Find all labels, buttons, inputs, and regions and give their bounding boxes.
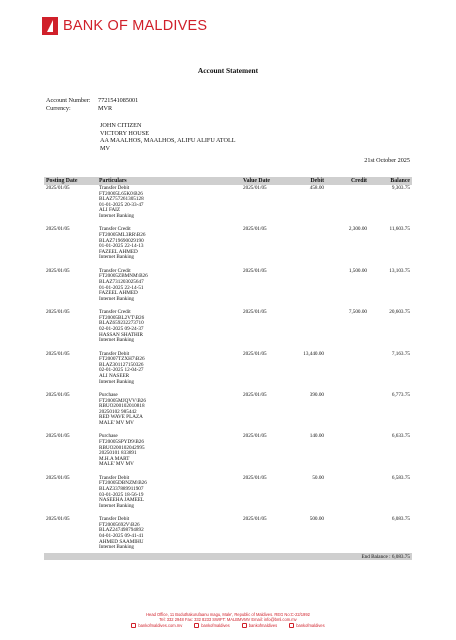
particulars — [99, 186, 144, 220]
particulars-line: Transfer Credit — [99, 309, 131, 316]
value-date: 2025/01/05 — [243, 350, 267, 357]
address-line: AA MAALHOS, MAALHOS, ALIFU ALIFU ATOLL — [100, 137, 236, 145]
particulars-line: BLAZ659232273710 — [99, 320, 144, 327]
particulars-line: ALI FAIZ — [99, 207, 121, 214]
particulars-line: 02-01-2025 12-04-27 — [99, 367, 144, 374]
value-date: 2025/01/05 — [243, 226, 267, 233]
particulars — [99, 434, 145, 468]
particulars-line: FT20005ZBMNM\B26 — [99, 273, 148, 280]
header-value-date: Value Date — [243, 178, 270, 184]
posting-date: 2025/01/05 — [46, 391, 70, 398]
particulars-line: Internet Banking — [99, 378, 135, 385]
posting-date: 2025/01/05 — [46, 267, 70, 274]
statement-date: 21st October 2025 — [364, 157, 410, 164]
end-balance-bar — [44, 553, 412, 560]
bank-name: BANK OF MALDIVES — [63, 18, 208, 34]
particulars-line: RBUO200102010818 — [99, 403, 145, 410]
debit-amount: 390.00 — [309, 391, 324, 398]
particulars-line: 20250102 985442 — [99, 408, 137, 415]
particulars-line: Purchase — [99, 433, 118, 440]
value-date: 2025/01/05 — [243, 433, 267, 440]
table-row — [44, 516, 412, 557]
address-line: MV — [100, 145, 110, 153]
value-date: 2025/01/05 — [243, 474, 267, 481]
account-number-line — [46, 97, 138, 104]
end-balance: End Balance : 6,083.75 — [361, 553, 410, 560]
table-row — [44, 392, 412, 433]
posting-date: 2025/01/05 — [46, 350, 70, 357]
bank-logo — [42, 17, 207, 35]
table-row — [44, 309, 412, 350]
footer-twitter[interactable]: bankofmaldives — [242, 623, 277, 628]
balance-amount: 13,103.75 — [389, 267, 410, 274]
particulars-line: BLAZ757261305128 — [99, 196, 144, 203]
balance-amount: 6,083.75 — [391, 516, 410, 523]
statement-title: Account Statement — [197, 66, 259, 75]
debit-amount: 13,440.00 — [303, 350, 324, 357]
particulars-line: FT20005BL2VT\B26 — [99, 314, 145, 321]
footer-facebook[interactable]: bankofmaldives — [194, 623, 229, 628]
facebook-icon — [194, 623, 199, 628]
particulars-line: Internet Banking — [99, 254, 135, 261]
value-date: 2025/01/05 — [243, 516, 267, 523]
particulars-line: BLAZ337889911907 — [99, 485, 144, 492]
table-row — [44, 226, 412, 267]
particulars-line: Internet Banking — [99, 295, 135, 302]
customer-address — [100, 122, 236, 153]
value-date: 2025/01/05 — [243, 267, 267, 274]
twitter-icon — [242, 623, 247, 628]
posting-date: 2025/01/05 — [46, 309, 70, 316]
particulars-line: FT20005L65K0\B26 — [99, 190, 143, 197]
particulars-line: Purchase — [99, 391, 118, 398]
posting-date: 2025/01/05 — [46, 516, 70, 523]
particulars-line: MALE' MV MV — [99, 461, 134, 468]
footer-instagram[interactable]: bankofmaldives — [289, 623, 324, 628]
particulars-line: ALI NASEER — [99, 372, 130, 379]
particulars — [99, 269, 148, 303]
balance-amount: 9,303.75 — [391, 185, 410, 191]
address-line: JOHN CITIZEN — [100, 122, 142, 129]
balance-amount: 7,163.75 — [391, 350, 410, 357]
particulars-line: BLAZ301127150326 — [99, 361, 144, 368]
account-number-label: Account Number: — [46, 97, 91, 104]
table-body — [44, 185, 412, 558]
page-footer — [0, 612, 456, 628]
particulars-line: NASEEHA JAMEEL — [99, 497, 145, 504]
debit-amount: 500.00 — [309, 516, 324, 523]
currency-line — [46, 105, 112, 112]
debit-amount: 458.00 — [309, 185, 324, 191]
particulars — [99, 517, 144, 551]
debit-amount: 140.00 — [309, 433, 324, 440]
particulars — [99, 393, 146, 427]
particulars-line: Transfer Debit — [99, 350, 130, 357]
particulars-line: BLAZ247498794892 — [99, 527, 144, 534]
particulars-line: FT20005ML3RR\B26 — [99, 231, 146, 238]
particulars-line: BLAZ731203025647 — [99, 278, 144, 285]
particulars-line: FAZEEL AHMED — [99, 248, 138, 255]
debit-amount: 50.00 — [312, 474, 324, 481]
particulars-line: M.H.A MART — [99, 455, 130, 462]
footer-contact: Tel: 332 2948 Fax: 332 8233 SWIFT: MALBMVMV Email: info@bml.com.mv — [159, 617, 297, 623]
header-debit: Debit — [310, 178, 324, 184]
particulars-line: 02-01-2025 09-24-37 — [99, 325, 144, 332]
particulars — [99, 310, 144, 344]
table-header — [44, 177, 412, 185]
header-particulars: Particulars — [99, 178, 127, 184]
particulars-line: 04-01-2025 09-41-41 — [99, 532, 144, 539]
credit-amount: 1,500.00 — [348, 267, 367, 274]
table-row — [44, 351, 412, 392]
table-row — [44, 475, 412, 516]
particulars-line: AHMED SAAMIHU — [99, 538, 144, 545]
particulars-line: Transfer Debit — [99, 185, 130, 191]
particulars — [99, 476, 147, 510]
header-posting-date: Posting Date — [46, 178, 78, 184]
credit-amount: 2,300.00 — [348, 226, 367, 233]
header-balance: Balance — [390, 178, 410, 184]
currency-label: Currency: — [46, 105, 71, 112]
particulars-line: FT20007TZXH7\B26 — [99, 356, 145, 363]
posting-date: 2025/01/05 — [46, 433, 70, 440]
footer-address: Head Office, 11 Boduthakurufaanu magu, Male', Republic of Maldives. REG No:C-22/1992 — [146, 612, 310, 617]
particulars-line: Transfer Debit — [99, 516, 130, 523]
currency-value: MVR — [98, 105, 113, 112]
particulars-line: 20250101 833891 — [99, 450, 137, 457]
particulars-line: FT20005DBNZM\B26 — [99, 480, 147, 487]
particulars-line: Internet Banking — [99, 544, 135, 551]
posting-date: 2025/01/05 — [46, 185, 70, 191]
table-row — [44, 268, 412, 309]
particulars — [99, 352, 145, 386]
particulars-line: FT20005SPYD9\B26 — [99, 438, 144, 445]
value-date: 2025/01/05 — [243, 391, 267, 398]
value-date: 2025/01/05 — [243, 185, 267, 191]
particulars-line: Internet Banking — [99, 337, 135, 344]
particulars-line: 01-01-2025 20-33-47 — [99, 201, 144, 208]
particulars-line: RED WAVE PLAZA — [99, 414, 143, 421]
globe-icon — [131, 623, 136, 628]
balance-amount: 6,583.75 — [391, 474, 410, 481]
table-row — [44, 433, 412, 474]
particulars-line: HASSAN SHATHIR — [99, 331, 143, 338]
particulars-line: 01-01-2025 22-14-13 — [99, 243, 144, 250]
transactions-table — [44, 177, 412, 558]
credit-amount: 7,500.00 — [348, 309, 367, 316]
address-line: VICTORY HOUSE — [100, 129, 149, 137]
footer-social — [0, 623, 456, 628]
balance-amount: 11,603.75 — [389, 226, 410, 233]
particulars-line: Transfer Debit — [99, 474, 130, 481]
table-row — [44, 185, 412, 226]
particulars-line: MALE' MV MV — [99, 419, 134, 426]
particulars-line: BLAZ719690029190 — [99, 237, 144, 244]
header-credit: Credit — [351, 178, 367, 184]
particulars-line: Transfer Credit — [99, 267, 131, 274]
instagram-icon — [289, 623, 294, 628]
particulars-line: Transfer Credit — [99, 226, 131, 233]
particulars-line: RBUO200102042995 — [99, 444, 145, 451]
posting-date: 2025/01/05 — [46, 226, 70, 233]
particulars-line: 01-01-2025 22-14-51 — [99, 284, 144, 291]
particulars-line: Internet Banking — [99, 212, 135, 219]
value-date: 2025/01/05 — [243, 309, 267, 316]
particulars-line: 03-01-2025 18-56-19 — [99, 491, 144, 498]
particulars-line: FT20005MJQVV\B26 — [99, 397, 146, 404]
balance-amount: 6,773.75 — [391, 391, 410, 398]
particulars-line: Internet Banking — [99, 502, 135, 509]
particulars-line: FT20005692V\B26 — [99, 521, 140, 528]
account-number-value: 7721541085001 — [98, 97, 139, 104]
particulars-line: FAZEEL AHMED — [99, 290, 138, 297]
balance-amount: 6,633.75 — [391, 433, 410, 440]
posting-date: 2025/01/05 — [46, 474, 70, 481]
particulars — [99, 227, 145, 261]
bank-logo-icon — [42, 17, 58, 35]
balance-amount: 20,603.75 — [389, 309, 410, 316]
footer-website[interactable]: bankofmaldives.com.mv — [131, 623, 182, 628]
